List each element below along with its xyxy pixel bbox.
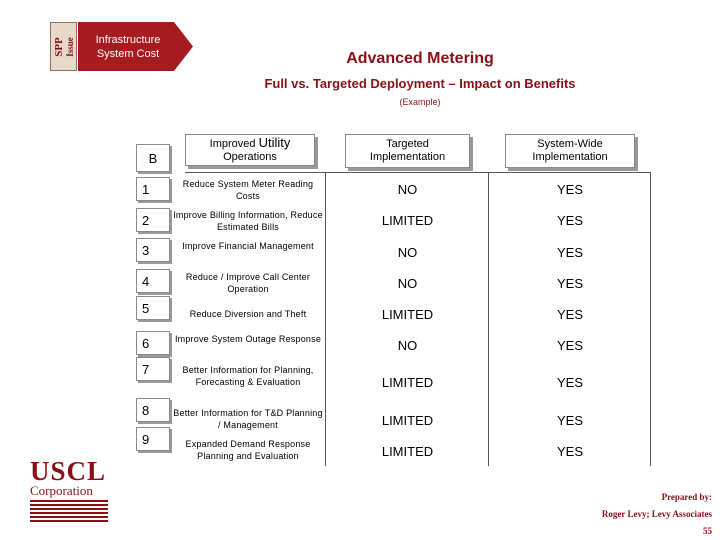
row-number: 1 — [136, 177, 170, 201]
table-column-divider — [325, 172, 326, 466]
system-wide-value: YES — [556, 213, 583, 228]
page-title: Advanced Metering — [346, 50, 494, 67]
benefit-text: Expanded Demand Response Planning and Evaluation — [185, 439, 311, 461]
targeted-value: NO — [397, 338, 418, 353]
benefit-text: Better Information for T&D Planning / Management — [173, 408, 323, 430]
system-wide-value: YES — [556, 245, 583, 260]
system-wide-value: YES — [556, 276, 583, 291]
topic-tag — [78, 22, 194, 71]
system-wide-value: YES — [556, 182, 583, 197]
targeted-value: LIMITED — [381, 213, 434, 228]
row-number: 6 — [136, 331, 170, 355]
topic-tag-label: Infrastructure System Cost — [95, 33, 161, 60]
row-number: 8 — [136, 398, 170, 422]
table-column-divider — [488, 172, 489, 466]
row-number: 4 — [136, 269, 170, 293]
table-header-benefit: Improved Utility Operations — [185, 134, 315, 166]
benefit-text: Reduce System Meter Reading Costs — [182, 179, 314, 201]
example-note: (Example) — [399, 97, 441, 107]
benefit-text: Better Information for Planning, Forecasting & Evaluation — [182, 365, 314, 387]
targeted-value: NO — [397, 276, 418, 291]
badge-line-2: Issue — [65, 36, 75, 57]
benefit-text: Reduce / Improve Call Center Operation — [185, 272, 311, 294]
targeted-value: LIMITED — [381, 413, 434, 428]
benefit-text: Reduce Diversion and Theft — [189, 309, 307, 319]
system-wide-value: YES — [556, 444, 583, 459]
page-subtitle: Full vs. Targeted Deployment – Impact on Benefits — [264, 76, 576, 91]
table-header-targeted: Targeted Implementation — [345, 134, 470, 168]
system-wide-value: YES — [556, 338, 583, 353]
targeted-value: NO — [397, 245, 418, 260]
row-number: 7 — [136, 357, 170, 381]
badge-line-1: SPP — [53, 36, 65, 57]
targeted-value: NO — [397, 182, 418, 197]
table-header-rule — [185, 172, 650, 173]
company-logo — [30, 458, 112, 522]
benefit-text: Improve Financial Management — [182, 241, 314, 251]
system-wide-value: YES — [556, 375, 583, 390]
row-number: 9 — [136, 427, 170, 451]
table-header-system-wide: System-Wide Implementation — [505, 134, 635, 168]
benefit-text: Improve Billing Information, Reduce Estimated Bills — [173, 210, 323, 232]
system-wide-value: YES — [556, 413, 583, 428]
spp-issue-badge — [50, 22, 77, 71]
logo-subtitle: Corporation — [30, 483, 93, 498]
prepared-by-label: Prepared by: — [661, 492, 712, 502]
row-number: 3 — [136, 238, 170, 262]
logo-stripes — [30, 500, 112, 522]
page-number: 55 — [703, 526, 712, 536]
targeted-value: LIMITED — [381, 444, 434, 459]
row-number: 2 — [136, 208, 170, 232]
prepared-by-block — [602, 489, 712, 540]
table-header-b: B — [136, 144, 170, 172]
benefit-text: Improve System Outage Response — [174, 334, 322, 344]
row-number: 5 — [136, 296, 170, 320]
targeted-value: LIMITED — [381, 375, 434, 390]
system-wide-value: YES — [556, 307, 583, 322]
author-name: Roger Levy; Levy Associates — [601, 509, 712, 519]
table-column-divider — [650, 172, 651, 466]
targeted-value: LIMITED — [381, 307, 434, 322]
logo-wordmark: USCL — [30, 456, 107, 486]
